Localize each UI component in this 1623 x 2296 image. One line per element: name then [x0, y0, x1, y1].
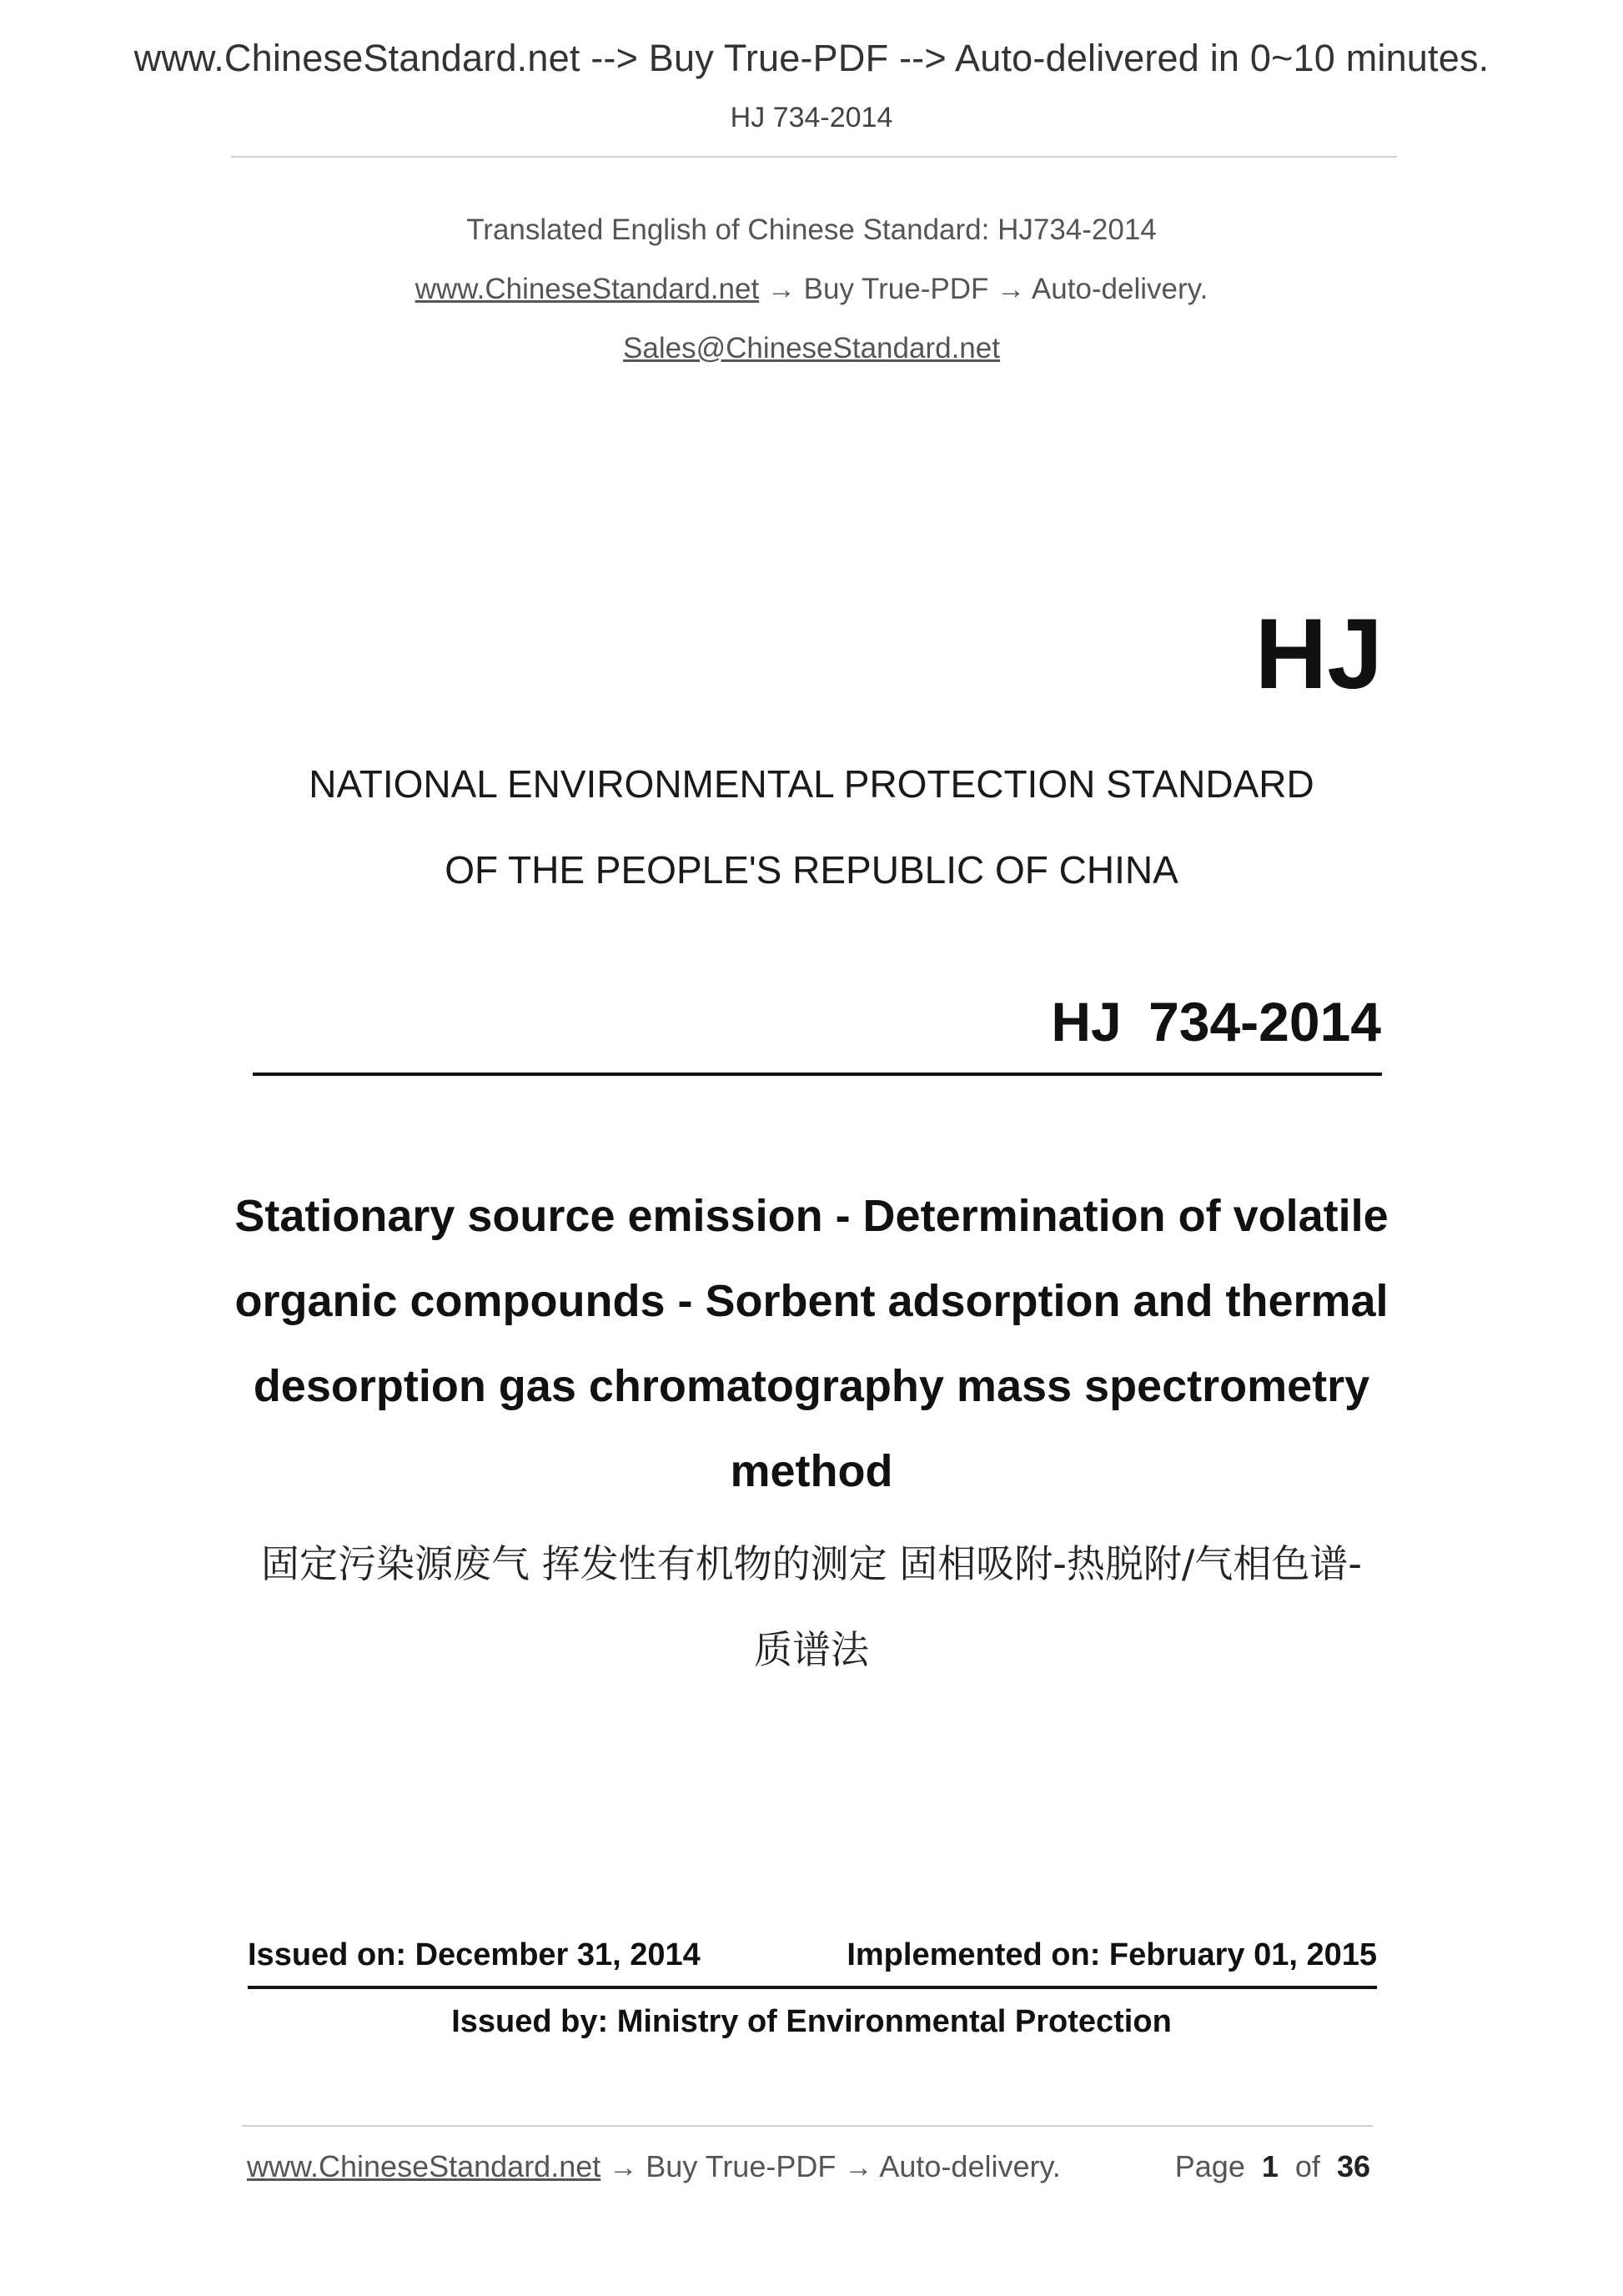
footer-buy-true-pdf-text: Buy True-PDF: [646, 2149, 837, 2183]
top-banner-text: www.ChineseStandard.net --> Buy True-PDF --> Auto-delivered in 0~10 minutes.: [133, 37, 1490, 79]
english-title-line: organic compounds - Sorbent adsorption and thermal: [234, 1276, 1389, 1326]
site-link[interactable]: www.ChineseStandard.net: [415, 273, 760, 305]
dates-divider: [248, 1986, 1377, 1989]
hj-mark: HJ: [1254, 598, 1383, 710]
english-title-line: method: [730, 1446, 893, 1496]
page-label: Page: [1174, 2149, 1245, 2183]
arrow-right-icon: →: [609, 2152, 638, 2183]
issued-by: Issued by: Ministry of Environmental Protection: [451, 2004, 1172, 2039]
arrow-right-icon: →: [997, 274, 1026, 305]
sales-email-link[interactable]: Sales@ChineseStandard.net: [623, 332, 1000, 364]
header-divider: [231, 156, 1397, 158]
header-standard-code: HJ 734-2014: [730, 102, 893, 133]
translation-notice: Translated English of Chinese Standard: HJ734-2014: [466, 214, 1157, 246]
auto-delivery-text: Auto-delivery.: [1031, 273, 1208, 305]
english-title-line: desorption gas chromatography mass spectrometry: [253, 1361, 1370, 1411]
national-standard-line-2: OF THE PEOPLE'S REPUBLIC OF CHINA: [445, 848, 1178, 892]
national-standard-line-1: NATIONAL ENVIRONMENTAL PROTECTION STANDARD: [309, 762, 1314, 806]
footer-auto-delivery-text: Auto-delivery.: [879, 2149, 1061, 2183]
purchase-links-line: [0, 273, 1623, 306]
chinese-title-line: 质谱法: [754, 1627, 869, 1672]
buy-true-pdf-text: Buy True-PDF: [803, 273, 989, 305]
standard-number-divider: [253, 1073, 1382, 1076]
issued-on-date: Issued on: December 31, 2014: [248, 1937, 701, 1972]
english-title-line: Stationary source emission - Determination of volatile: [234, 1191, 1389, 1241]
arrow-right-icon: →: [766, 274, 796, 305]
standard-number: HJ 734-2014: [1051, 991, 1381, 1053]
page-number: 1: [1261, 2149, 1279, 2183]
page-of-label: of: [1294, 2149, 1320, 2183]
footer-divider: [242, 2125, 1373, 2127]
footer-site-link[interactable]: www.ChineseStandard.net: [247, 2149, 601, 2183]
email-line: [0, 332, 1623, 365]
footer-links: [247, 2149, 1061, 2184]
implemented-on-date: Implemented on: February 01, 2015: [847, 1937, 1377, 1972]
page-indicator: [1175, 2149, 1370, 2184]
page-total: 36: [1336, 2149, 1370, 2183]
arrow-right-icon: →: [844, 2152, 873, 2183]
chinese-title-line: 固定污染源废气 挥发性有机物的测定 固相吸附-热脱附/气相色谱-: [261, 1541, 1362, 1586]
